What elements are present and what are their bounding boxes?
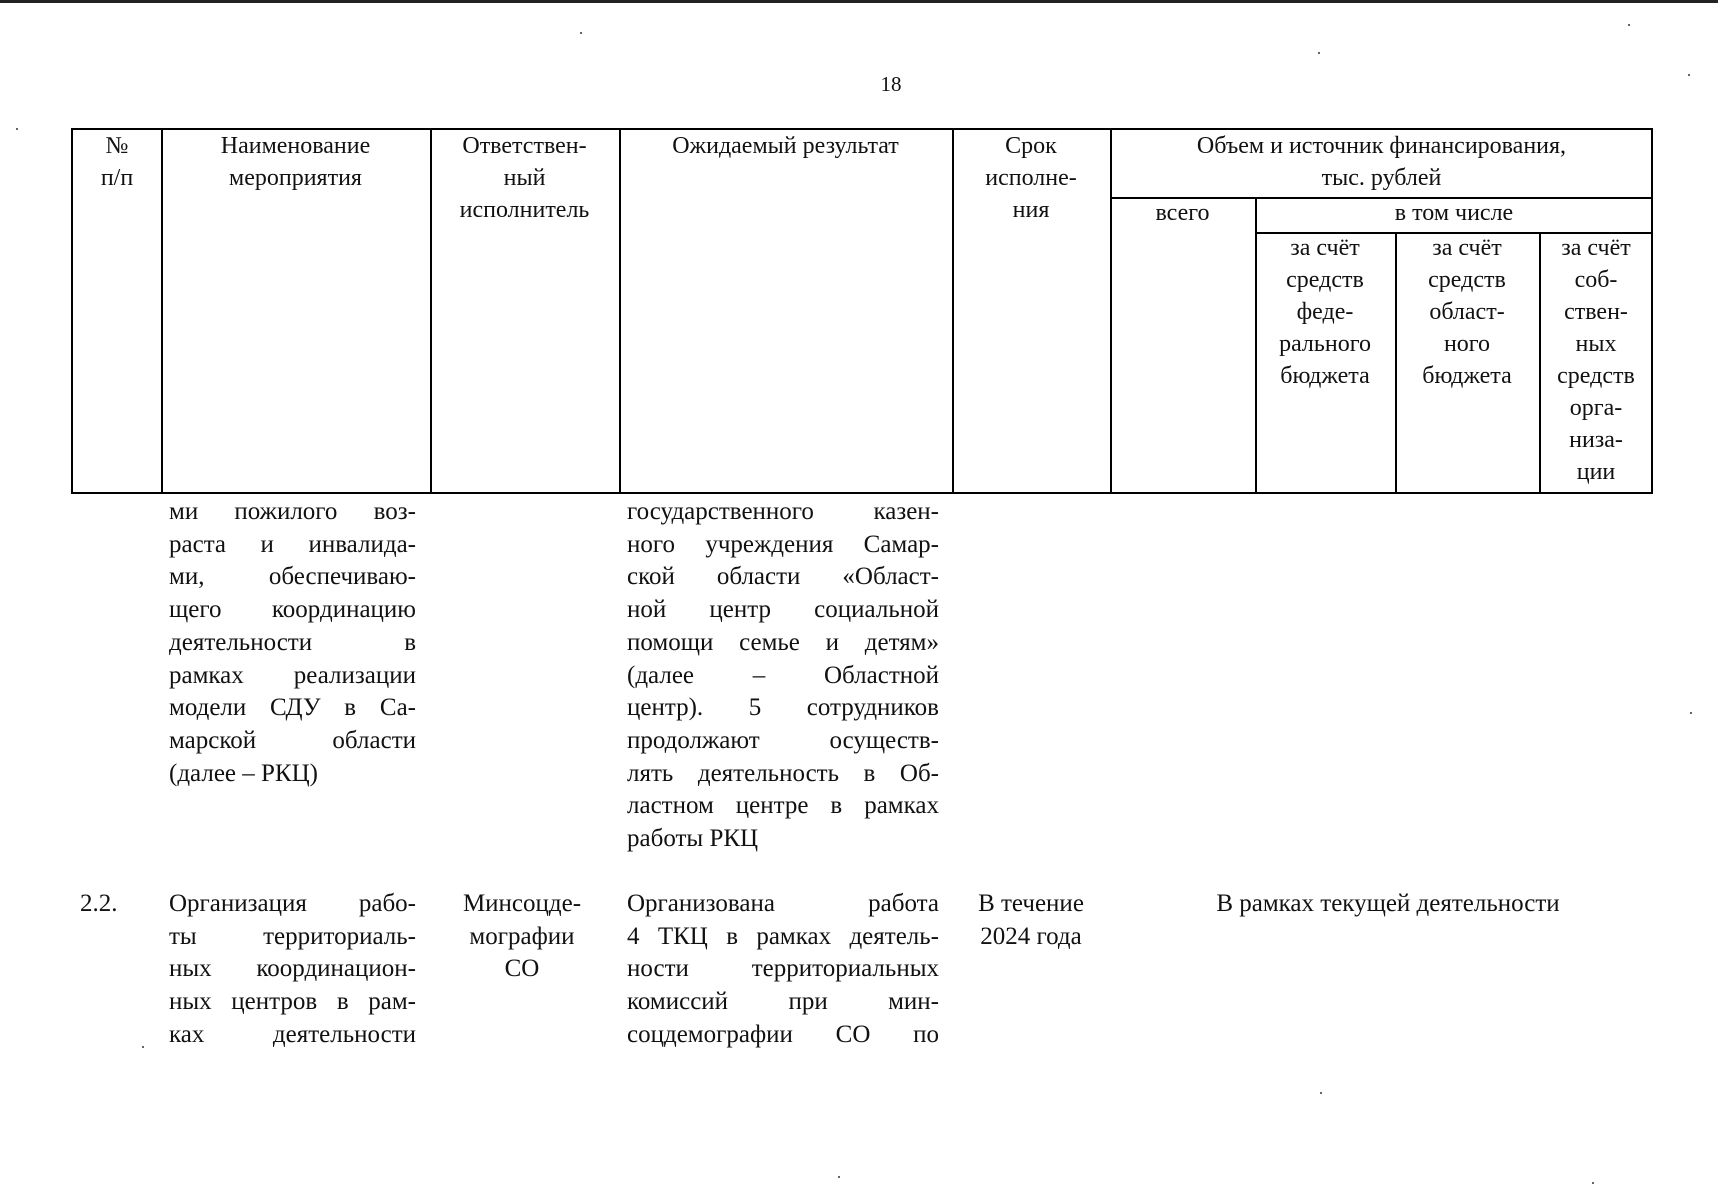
header-federal: за счёт средств феде- рального бюджета	[1279, 235, 1371, 389]
row-2-2-name: Организация рабо- ты территориаль- ных координацион- ных центров в рам- ках деятельности	[169, 890, 416, 1048]
header-including: в том числе	[1394, 200, 1514, 226]
prev-row-name: ми пожилого воз- раста и инвалида- ми, обеспечиваю- щего координацию деятельности в рамках реализации модели СДУ в Са- марской области (далее – РКЦ)	[169, 498, 416, 787]
col-divider	[619, 130, 621, 494]
row-2-2-responsible: Минсоцде- мографии СО	[462, 890, 582, 983]
scan-top-edge	[0, 0, 1718, 3]
header-result: Ожидаемый результат	[672, 133, 899, 159]
scan-speck	[1320, 1092, 1322, 1094]
header-deadline: Срок исполне- ния	[985, 133, 1077, 223]
scan-speck	[142, 1046, 144, 1048]
scan-speck	[1628, 24, 1630, 26]
header-name: Наименование мероприятия	[220, 133, 371, 191]
row-2-2-funding: В рамках текущей деятельности	[1216, 890, 1560, 917]
scan-speck	[1592, 1182, 1594, 1184]
header-total: всего	[1155, 200, 1210, 226]
scan-speck	[1318, 52, 1320, 54]
prev-row-result: государственного казен- ного учреждения Самар- ской области «Област- ной центр социальной помощи семье и детям» (далее – Областной центр). 5 сотрудников продолжают осуществ- лять деятельность в Об- ластном центре в рамках работы РКЦ	[627, 498, 939, 853]
scan-speck	[838, 1176, 840, 1178]
row-2-2-num: 2.2.	[80, 890, 118, 917]
header-funding: Объем и источник финансирования, тыс. рублей	[1196, 133, 1567, 191]
header-responsible: Ответствен- ный исполнитель	[459, 133, 590, 223]
scan-speck	[16, 128, 18, 130]
row-2-2-result: Организована работа 4 ТКЦ в рамках деятель- ности территориальных комиссий при мин- соцдемографии СО по	[627, 890, 939, 1048]
table-header	[71, 128, 1653, 494]
scan-speck	[1690, 712, 1692, 714]
header-num: № п/п	[100, 133, 134, 191]
row-2-2-deadline: В течение 2024 года	[978, 890, 1084, 950]
header-regional: за счёт средств област- ного бюджета	[1422, 235, 1512, 389]
scan-speck	[1688, 74, 1690, 76]
scan-speck	[580, 32, 582, 34]
page-number: 18	[880, 72, 902, 96]
header-own: за счёт соб- ствен- ных средств орга- низа- ции	[1557, 235, 1635, 485]
